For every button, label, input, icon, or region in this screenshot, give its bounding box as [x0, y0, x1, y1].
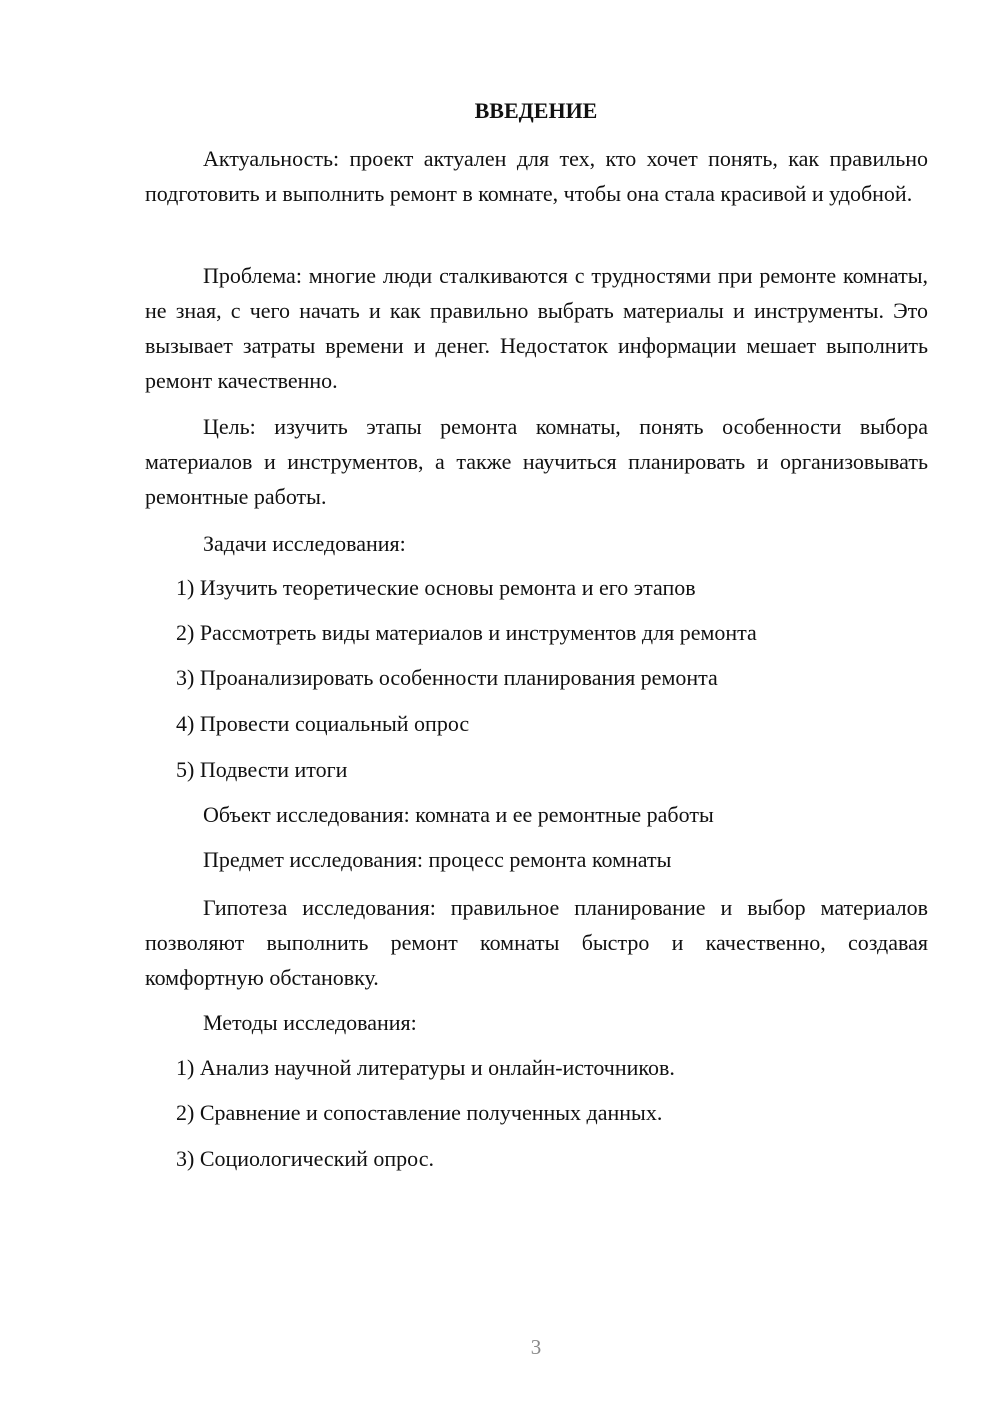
- page-number: 3: [530, 1335, 542, 1359]
- problem-paragraph: Проблема: многие люди сталкиваются с трудностями при ремонте комнаты, не зная, с чего начать и как правильно выбрать материалы и инструменты. Это вызывает затраты времени и денег. Недостаток информации мешает выполнить ремонт качественно.: [145, 263, 928, 393]
- object-line: Объект исследования: комната и ее ремонтные работы: [203, 802, 714, 827]
- list-item: 2) Сравнение и сопоставление полученных данных.: [176, 1100, 663, 1125]
- list-item: 3) Проанализировать особенности планирования ремонта: [176, 665, 718, 690]
- goal-paragraph: Цель: изучить этапы ремонта комнаты, понять особенности выбора материалов и инструментов, а также научиться планировать и организовывать ремонтные работы.: [145, 414, 928, 509]
- list-item: 3) Социологический опрос.: [176, 1146, 434, 1171]
- list-item: 1) Изучить теоретические основы ремонта и его этапов: [176, 575, 696, 600]
- tasks-heading: Задачи исследования:: [203, 531, 406, 556]
- list-item: 4) Провести социальный опрос: [176, 711, 470, 736]
- page-title: ВВЕДЕНИЕ: [474, 98, 598, 123]
- relevance-paragraph: Актуальность: проект актуален для тех, кто хочет понять, как правильно подготовить и выполнить ремонт в комнате, чтобы она стала красивой и удобной.: [145, 146, 928, 206]
- methods-heading: Методы исследования:: [203, 1010, 417, 1035]
- hypothesis-paragraph: Гипотеза исследования: правильное планирование и выбор материалов позволяют выполнить ремонт комнаты быстро и качественно, создавая комфортную обстановку.: [145, 895, 928, 990]
- list-item: 5) Подвести итоги: [176, 757, 348, 782]
- list-item: 1) Анализ научной литературы и онлайн-источников.: [176, 1055, 675, 1080]
- list-item: 2) Рассмотреть виды материалов и инструментов для ремонта: [176, 620, 757, 645]
- subject-line: Предмет исследования: процесс ремонта комнаты: [203, 847, 672, 872]
